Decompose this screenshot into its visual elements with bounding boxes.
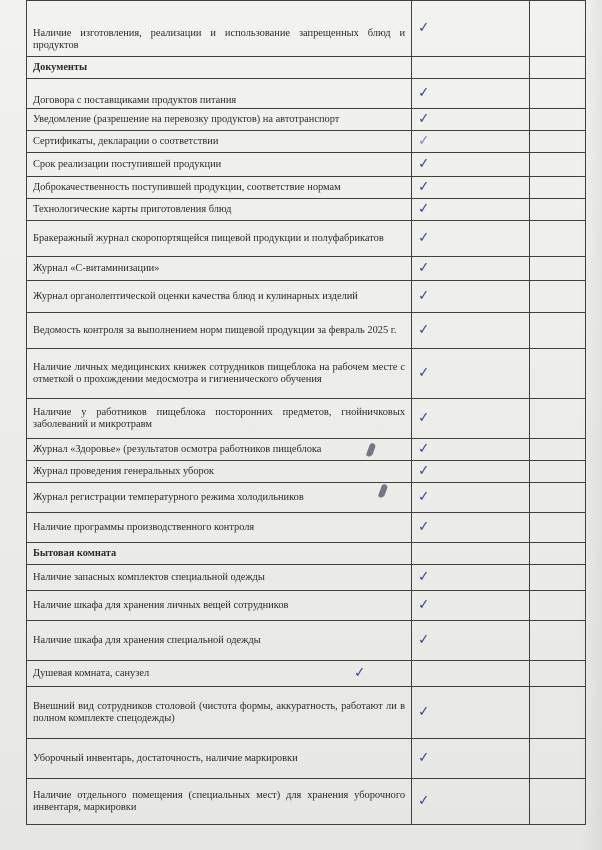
row-check-cell [412, 109, 530, 131]
table-row [27, 779, 586, 825]
row-item-text: Уборочный инвентарь, достаточность, наличие маркировки [27, 739, 412, 779]
row-empty-cell [529, 399, 585, 439]
check-icon: ✓ [417, 287, 431, 305]
table-row [27, 109, 586, 131]
row-empty-cell [529, 199, 585, 221]
row-check-cell [412, 513, 530, 543]
row-empty-cell [529, 221, 585, 257]
check-icon: ✓ [417, 792, 431, 810]
section-title: Документы [27, 57, 412, 79]
check-icon: ✓ [417, 568, 431, 586]
page-edge-shadow [580, 0, 602, 850]
table-row [27, 153, 586, 177]
check-icon: ✓ [417, 703, 431, 721]
row-empty-cell [529, 687, 585, 739]
row-item-text: Журнал «Здоровье» (результатов осмотра работников пищеблока [27, 439, 412, 461]
row-empty-cell [529, 257, 585, 281]
row-item-text: Наличие шкафа для хранения специальной одежды [27, 621, 412, 661]
table-row [27, 349, 586, 399]
check-icon: ✓ [353, 664, 367, 682]
check-icon: ✓ [417, 200, 431, 218]
check-icon: ✓ [417, 364, 431, 382]
row-empty-cell [529, 349, 585, 399]
row-check-cell [412, 779, 530, 825]
table-row [27, 79, 586, 109]
table-row [27, 461, 586, 483]
row-check-cell [412, 565, 530, 591]
table-row [27, 313, 586, 349]
check-icon: ✓ [417, 440, 431, 458]
row-item-text: Наличие изготовления, реализации и использование запрещенных блюд и продуктов [27, 1, 412, 57]
row-empty-cell [529, 461, 585, 483]
row-empty-cell [529, 131, 585, 153]
row-check-cell [412, 281, 530, 313]
check-icon: ✓ [417, 84, 431, 102]
row-empty-cell [529, 79, 585, 109]
row-item-text: Внешний вид сотрудников столовой (чистота формы, аккуратность, работают ли в полном комплекте спецодежды) [27, 687, 412, 739]
row-item-text: Журнал проведения генеральных уборок [27, 461, 412, 483]
row-check-cell [412, 131, 530, 153]
check-icon: ✓ [417, 110, 431, 128]
table-row [27, 591, 586, 621]
table-row [27, 739, 586, 779]
check-icon: ✓ [417, 19, 431, 37]
table-row [27, 399, 586, 439]
row-empty-cell [529, 281, 585, 313]
row-check-cell [412, 739, 530, 779]
section-title: Бытовая комната [27, 543, 412, 565]
check-icon: ✓ [417, 518, 431, 536]
row-empty-cell [529, 57, 585, 79]
row-empty-cell [529, 483, 585, 513]
table-row [27, 177, 586, 199]
row-check-cell [412, 349, 530, 399]
table-row [27, 687, 586, 739]
table-row [27, 1, 586, 57]
inspection-checklist-table [26, 0, 586, 825]
row-check-cell [412, 461, 530, 483]
check-icon: ✓ [417, 409, 431, 427]
check-icon: ✓ [417, 749, 431, 767]
table-row [27, 661, 586, 687]
row-empty-cell [529, 591, 585, 621]
row-empty-cell [529, 177, 585, 199]
row-empty-cell [529, 621, 585, 661]
row-check-cell [412, 177, 530, 199]
row-check-cell [412, 591, 530, 621]
table-row [27, 199, 586, 221]
row-item-text: Наличие шкафа для хранения личных вещей сотрудников [27, 591, 412, 621]
check-icon: ✓ [417, 229, 431, 247]
table-row [27, 439, 586, 461]
table-row [27, 513, 586, 543]
row-item-text: Ведомость контроля за выполнением норм пищевой продукции за февраль 2025 г. [27, 313, 412, 349]
row-check-cell [412, 79, 530, 109]
check-icon: ✓ [417, 178, 431, 196]
check-icon: ✓ [417, 631, 431, 649]
row-empty-cell [529, 779, 585, 825]
check-icon: ✓ [417, 488, 431, 506]
table-row [27, 257, 586, 281]
row-item-text: Наличие запасных комплектов специальной одежды [27, 565, 412, 591]
table-row [27, 565, 586, 591]
row-check-cell [412, 543, 530, 565]
row-check-cell [412, 439, 530, 461]
row-check-cell [412, 221, 530, 257]
row-check-cell [412, 1, 530, 57]
row-item-text: Душевая комната, санузел [27, 661, 412, 687]
check-icon: ✓ [417, 462, 431, 480]
check-icon: ✓ [417, 259, 431, 277]
row-item-text: Наличие личных медицинских книжек сотрудников пищеблока на рабочем месте с отметкой о прохождении медосмотра и гигиенического обучения [27, 349, 412, 399]
row-check-cell [412, 313, 530, 349]
row-empty-cell [529, 153, 585, 177]
row-empty-cell [529, 109, 585, 131]
row-check-cell [412, 57, 530, 79]
table-row [27, 221, 586, 257]
row-check-cell [412, 687, 530, 739]
table-row [27, 621, 586, 661]
check-icon: ✓ [417, 321, 431, 339]
row-item-text: Договора с поставщиками продуктов питания [27, 79, 412, 109]
row-item-text: Журнал «С-витаминизации» [27, 257, 412, 281]
row-item-text: Журнал органолептической оценки качества блюд и кулинарных изделий [27, 281, 412, 313]
row-check-cell [412, 483, 530, 513]
row-check-cell [412, 399, 530, 439]
row-empty-cell [529, 439, 585, 461]
row-empty-cell [529, 1, 585, 57]
row-check-cell [412, 621, 530, 661]
check-icon: ✓ [417, 132, 431, 150]
row-check-cell [412, 199, 530, 221]
row-item-text: Сертификаты, декларации о соответствии [27, 131, 412, 153]
row-item-text: Бракеражный журнал скоропортящейся пищевой продукции и полуфабрикатов [27, 221, 412, 257]
section-header-row [27, 57, 586, 79]
row-empty-cell [529, 513, 585, 543]
table-row [27, 281, 586, 313]
row-item-text: Журнал регистрации температурного режима холодильников [27, 483, 412, 513]
row-item-text: Срок реализации поступившей продукции [27, 153, 412, 177]
row-check-cell [412, 153, 530, 177]
row-check-cell [412, 257, 530, 281]
row-item-text: Уведомление (разрешение на перевозку продуктов) на автотранспорт [27, 109, 412, 131]
row-item-text: Наличие отдельного помещения (специальных мест) для хранения уборочного инвентаря, маркировки [27, 779, 412, 825]
row-empty-cell [529, 313, 585, 349]
row-empty-cell [529, 543, 585, 565]
row-empty-cell [529, 565, 585, 591]
row-empty-cell [529, 739, 585, 779]
check-icon: ✓ [417, 155, 431, 173]
section-header-row [27, 543, 586, 565]
row-item-text: Наличие программы производственного контроля [27, 513, 412, 543]
row-empty-cell [529, 661, 585, 687]
row-check-cell [353, 661, 530, 687]
row-item-text: Наличие у работников пищеблока посторонних предметов, гнойничковых заболеваний и микротравм [27, 399, 412, 439]
row-item-text: Доброкачественность поступившей продукции, соответствие нормам [27, 177, 412, 199]
table-row [27, 131, 586, 153]
check-icon: ✓ [417, 596, 431, 614]
row-item-text: Технологические карты приготовления блюд [27, 199, 412, 221]
table-row [27, 483, 586, 513]
